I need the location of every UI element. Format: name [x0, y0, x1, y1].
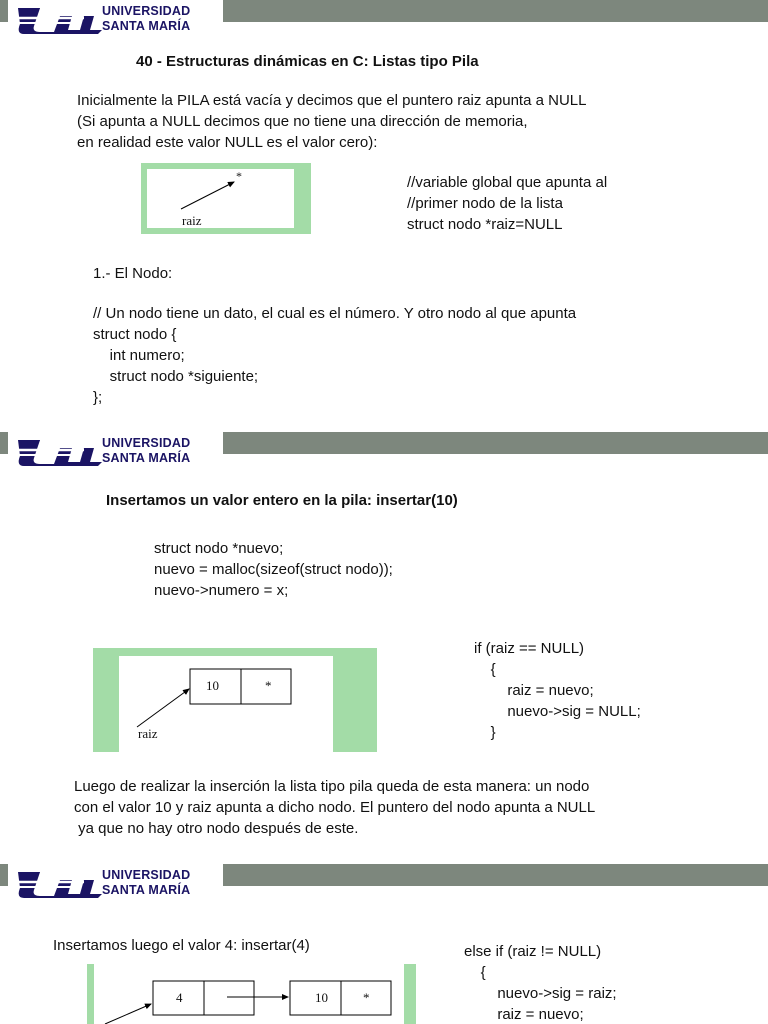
- intro-line-2: (Si apunta a NULL decimos que no tiene una dirección de memoria,: [77, 113, 528, 130]
- null-mark: *: [236, 169, 242, 183]
- else-code-line-3: nuevo->sig = raiz;: [464, 985, 617, 1002]
- node-code-line-2: struct nodo {: [93, 326, 177, 343]
- raiz-label: raiz: [182, 213, 202, 228]
- university-logo: [8, 0, 223, 38]
- first-node-value: 4: [176, 990, 183, 1005]
- result-line-1: Luego de realizar la inserción la lista tipo pila queda de esta manera: un nodo: [74, 778, 590, 795]
- university-logo: [8, 864, 223, 902]
- university-logo: [8, 432, 223, 470]
- if-code-line-5: }: [474, 724, 496, 741]
- if-code-line-4: nuevo->sig = NULL;: [474, 703, 641, 720]
- slide-title: Insertamos luego el valor 4: insertar(4): [53, 937, 310, 954]
- usm-logo-icon: [14, 866, 106, 900]
- slide-2: [0, 432, 768, 864]
- usm-logo-icon: [14, 434, 106, 468]
- if-code-line-2: {: [474, 661, 496, 678]
- code-line-2: nuevo = malloc(sizeof(struct nodo));: [154, 561, 393, 578]
- second-node-next: *: [363, 990, 370, 1005]
- logo-line-2: SANTA MARÍA: [102, 451, 191, 465]
- side-code-line-3: struct nodo *raiz=NULL: [407, 216, 563, 233]
- code-line-3: nuevo->numero = x;: [154, 582, 289, 599]
- slide-title: Insertamos un valor entero en la pila: insertar(10): [106, 492, 458, 509]
- logo-line-2: SANTA MARÍA: [102, 19, 191, 33]
- else-code-line-1: else if (raiz != NULL): [464, 943, 602, 960]
- second-node-value: 10: [315, 990, 328, 1005]
- slide-3: [0, 864, 768, 1024]
- intro-line-1: Inicialmente la PILA está vacía y decimos que el puntero raiz apunta a NULL: [77, 92, 587, 109]
- result-line-2: con el valor 10 y raiz apunta a dicho nodo. El puntero del nodo apunta a NULL: [74, 799, 596, 816]
- if-code-line-3: raiz = nuevo;: [474, 682, 594, 699]
- node-heading: 1.- El Nodo:: [93, 265, 173, 282]
- node-code-line-1: // Un nodo tiene un dato, el cual es el número. Y otro nodo al que apunta: [93, 305, 577, 322]
- node-value: 10: [206, 678, 219, 693]
- logo-line-2: SANTA MARÍA: [102, 883, 191, 897]
- pointer-arrow-icon: [141, 163, 311, 234]
- raiz-label: raiz: [138, 726, 158, 741]
- logo-line-1: UNIVERSIDAD: [102, 436, 191, 450]
- else-code-line-4: raiz = nuevo;: [464, 1006, 584, 1023]
- node-code-line-4: struct nodo *siguiente;: [93, 368, 259, 385]
- node-code-line-3: int numero;: [93, 347, 185, 364]
- slide-title: 40 - Estructuras dinámicas en C: Listas tipo Pila: [136, 53, 479, 70]
- side-code-line-2: //primer nodo de la lista: [407, 195, 563, 212]
- node-box-icon: [93, 648, 377, 752]
- result-line-3: ya que no hay otro nodo después de este.: [74, 820, 359, 837]
- slide-1: [0, 0, 768, 432]
- two-node-diagram: [87, 964, 416, 1024]
- logo-line-1: UNIVERSIDAD: [102, 4, 191, 18]
- if-code-line-1: if (raiz == NULL): [474, 640, 585, 657]
- empty-stack-diagram: [141, 163, 311, 234]
- node-next: *: [265, 678, 272, 693]
- side-code-line-1: //variable global que apunta al: [407, 174, 608, 191]
- intro-line-3: en realidad este valor NULL es el valor cero):: [77, 134, 378, 151]
- single-node-diagram: [93, 648, 377, 752]
- usm-logo-icon: [14, 2, 106, 36]
- else-code-line-2: {: [464, 964, 486, 981]
- logo-line-1: UNIVERSIDAD: [102, 868, 191, 882]
- node-code-line-5: };: [93, 389, 103, 406]
- code-line-1: struct nodo *nuevo;: [154, 540, 284, 557]
